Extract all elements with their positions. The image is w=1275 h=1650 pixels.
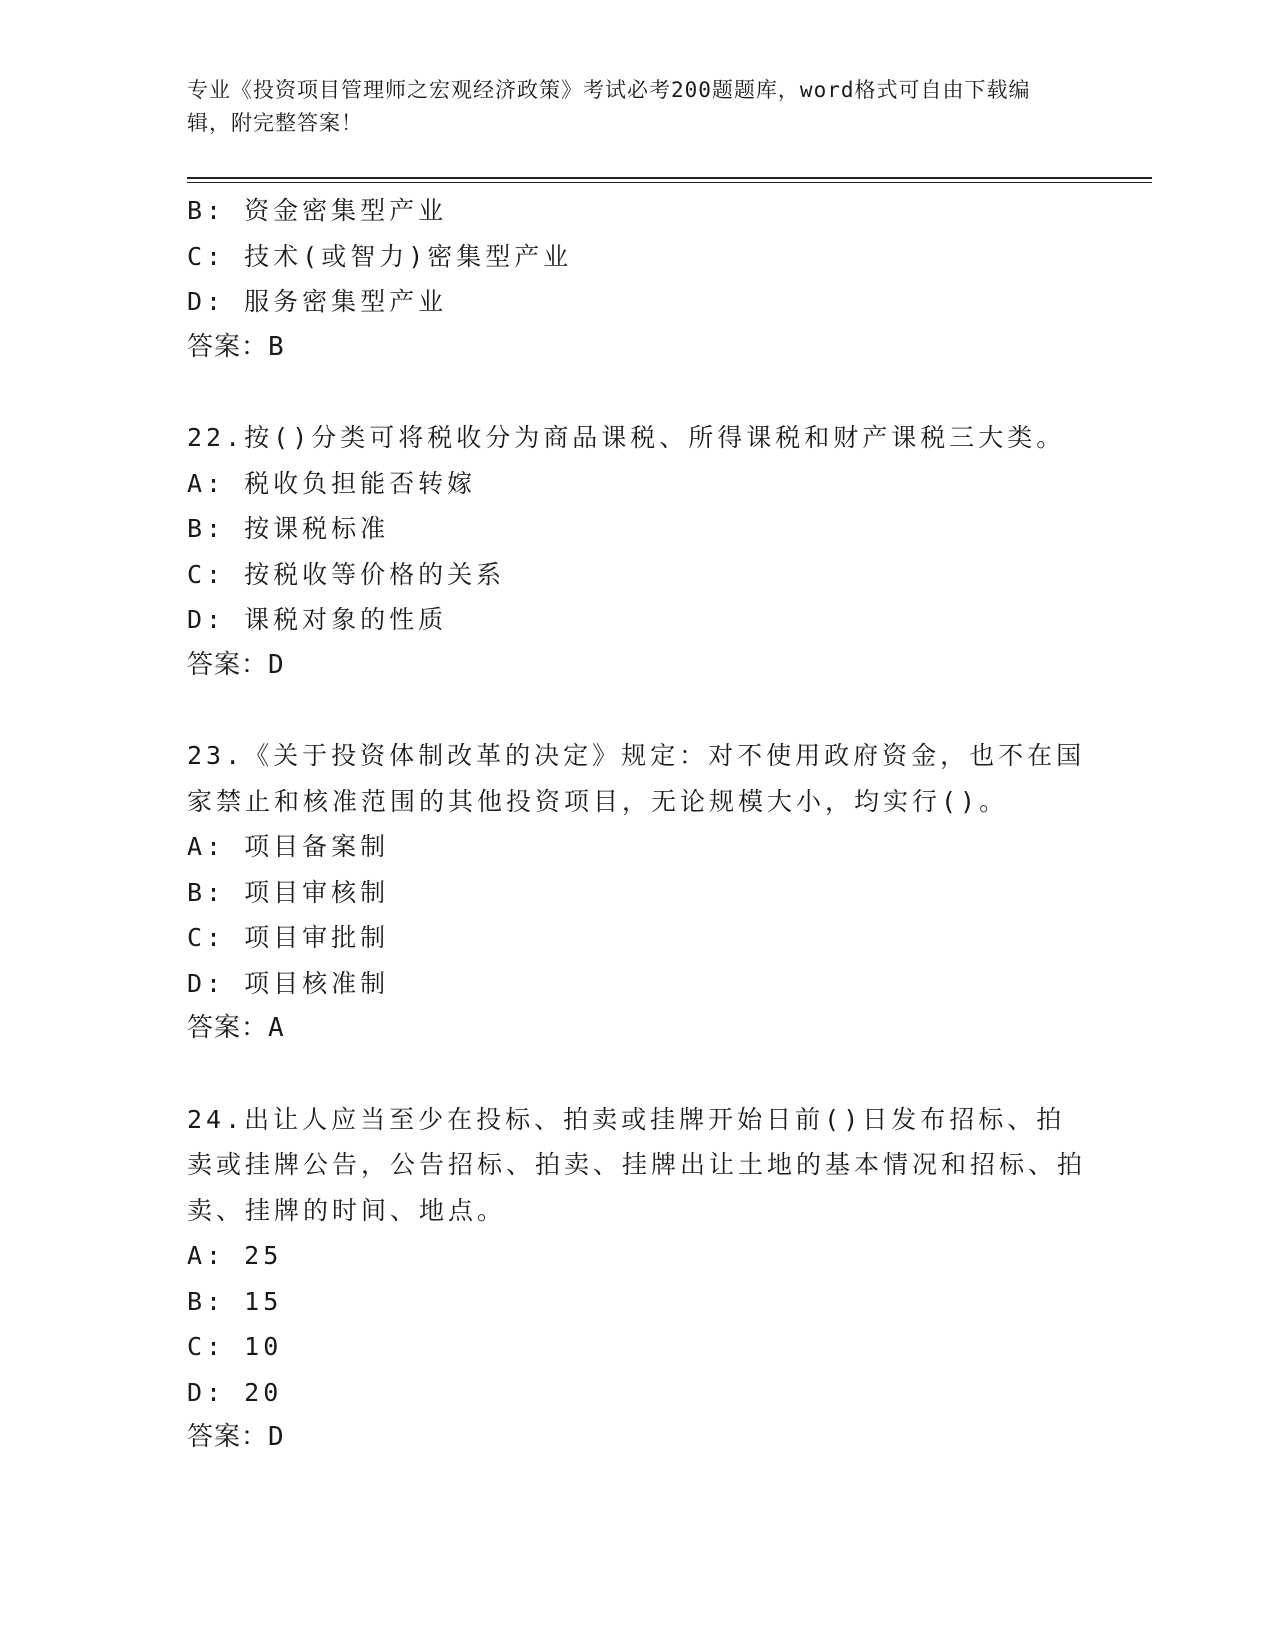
option-c: C: 项目审批制 — [187, 923, 390, 952]
spacer — [187, 688, 1087, 733]
question-list — [187, 188, 1087, 1461]
answer: 答案：D — [187, 649, 285, 680]
option-b: B: 按课税标准 — [187, 514, 390, 543]
question-22 — [187, 415, 1087, 688]
option-c: C: 技术(或智力)密集型产业 — [187, 241, 573, 271]
option-c: C: 按税收等价格的关系 — [187, 559, 506, 589]
question-stem: 24.出让人应当至少在投标、拍卖或挂牌开始日前()日发布招标、拍卖或挂牌公告，公告招标、拍卖、挂牌出让土地的基本情况和招标、拍卖、挂牌的时间、地点。 — [187, 1104, 1087, 1225]
answer: 答案：A — [187, 1013, 285, 1043]
spacer — [187, 1052, 1087, 1097]
spacer — [187, 370, 1087, 415]
option-d: D: 服务密集型产业 — [187, 287, 448, 316]
option-a: A: 项目备案制 — [187, 832, 390, 861]
document-header: 专业《投资项目管理师之宏观经济政策》考试必考200题题库，word格式可自由下载编辑，附完整答案！ — [187, 78, 1031, 135]
question-24 — [187, 1097, 1087, 1461]
option-a: A: 25 — [187, 1241, 283, 1270]
option-b: B: 15 — [187, 1286, 283, 1316]
answer: 答案：D — [187, 1422, 285, 1452]
answer: 答案：B — [187, 331, 285, 362]
option-a: A: 税收负担能否转嫁 — [187, 468, 477, 498]
option-d: D: 课税对象的性质 — [187, 605, 448, 634]
option-c: C: 10 — [187, 1332, 283, 1361]
question-stem: 22.按()分类可将税收分为商品课税、所得课税和财产课税三大类。 — [187, 423, 1066, 452]
question-21-tail — [187, 188, 1087, 370]
header-rule-thin — [187, 182, 1152, 183]
option-d: D: 项目核准制 — [187, 968, 390, 998]
option-b: B: 资金密集型产业 — [187, 196, 448, 225]
question-stem: 23.《关于投资体制改革的决定》规定：对不使用政府资金，也不在国家禁止和核准范围的其他投资项目，无论规模大小，均实行()。 — [187, 741, 1086, 816]
option-b: B: 项目审核制 — [187, 877, 390, 907]
option-d: D: 20 — [187, 1377, 283, 1407]
question-23 — [187, 733, 1087, 1052]
header-rule-thick — [187, 177, 1152, 179]
